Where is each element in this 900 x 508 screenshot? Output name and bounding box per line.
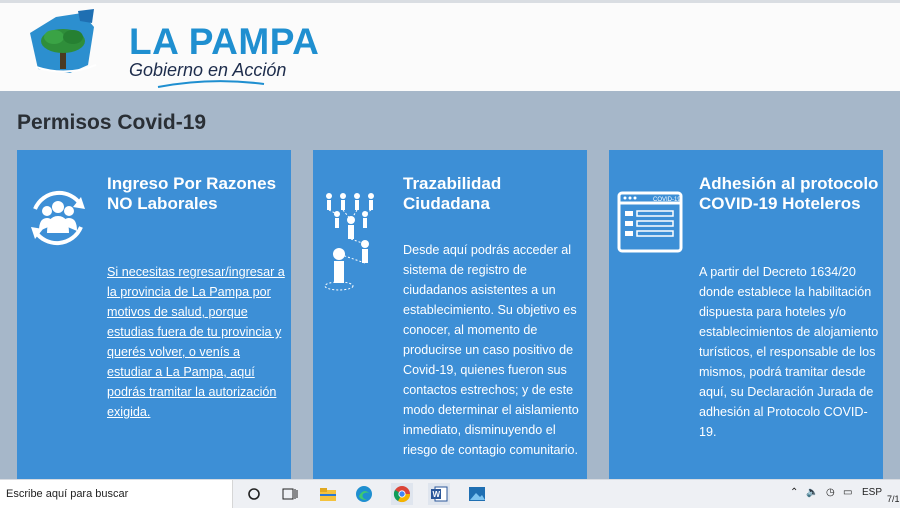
- file-explorer-icon[interactable]: [317, 483, 339, 505]
- language-indicator[interactable]: ESP: [862, 487, 883, 498]
- battery-icon[interactable]: ▭: [843, 487, 853, 498]
- volume-icon[interactable]: 🔈: [806, 487, 819, 498]
- page-title: Permisos Covid-19: [17, 111, 207, 134]
- wifi-icon[interactable]: ◷: [826, 487, 835, 498]
- edge-browser-icon[interactable]: [353, 483, 375, 505]
- cortana-circle-icon[interactable]: [243, 483, 265, 505]
- chrome-browser-icon[interactable]: [391, 483, 413, 505]
- card-link-text[interactable]: Si necesitas regresar/ingresar a la provincia de La Pampa por motivos de salud, porque estudias fuera de tu provincia y querés volver, o venís a estudiar a La Pampa, aquí podrás tramitar la autorización exigida.: [107, 265, 285, 419]
- card-description: A partir del Decreto 1634/20 donde establece la habilitación dispuesta para hoteles y/o establecimientos de alojamiento turísticos, el responsable de los mismos, podrá tramitar desde aquí, su Declaración Jurada de adhesión al Protocolo COVID-19.: [699, 265, 879, 439]
- word-app-icon[interactable]: [428, 483, 450, 505]
- site-logo[interactable]: [26, 7, 326, 91]
- windows-taskbar: [0, 479, 900, 508]
- covid-form-icon: [617, 191, 683, 257]
- search-placeholder: Escribe aquí para buscar: [6, 488, 129, 500]
- site-header: [0, 3, 900, 91]
- covid-label: COVID-19: [653, 197, 681, 203]
- svg-text:W: W: [432, 490, 441, 499]
- card-title: Ingreso Por Razones NO Laborales: [107, 174, 277, 213]
- card-description: Desde aquí podrás acceder al sistema de registro de ciudadanos asistentes a un establecimiento. Su objetivo es conocer, al momento de producirse un caso positivo de Covid-19, quienes fueron sus contactos estrechos; y de este modo determinar el aislamiento inmediato, disminuyendo el riesgo de contagio comunitario.: [403, 243, 579, 457]
- logo-subtitle: Gobierno en Acción: [129, 60, 287, 80]
- logo-swoosh-icon: [156, 79, 266, 89]
- contact-network-icon: [321, 190, 387, 300]
- province-map-logo-icon: [26, 7, 126, 91]
- group-refresh-icon: [25, 185, 91, 251]
- task-view-icon[interactable]: [279, 483, 301, 505]
- card-adhesion-protocolo-hoteleros[interactable]: [609, 150, 883, 480]
- card-title: Adhesión al protocolo COVID-19 Hoteleros: [699, 174, 879, 213]
- card-trazabilidad-ciudadana[interactable]: [313, 150, 587, 480]
- card-title: Trazabilidad Ciudadana: [403, 174, 502, 213]
- taskbar-clock[interactable]: 7/1: [887, 494, 900, 504]
- main-content: [0, 91, 900, 479]
- logo-title: LA PAMPA: [129, 21, 320, 62]
- photos-app-icon[interactable]: [466, 483, 488, 505]
- card-ingreso-no-laborales[interactable]: [17, 150, 291, 480]
- tray-chevron-up-icon[interactable]: ⌃: [790, 487, 799, 498]
- taskbar-search-box[interactable]: [0, 480, 233, 508]
